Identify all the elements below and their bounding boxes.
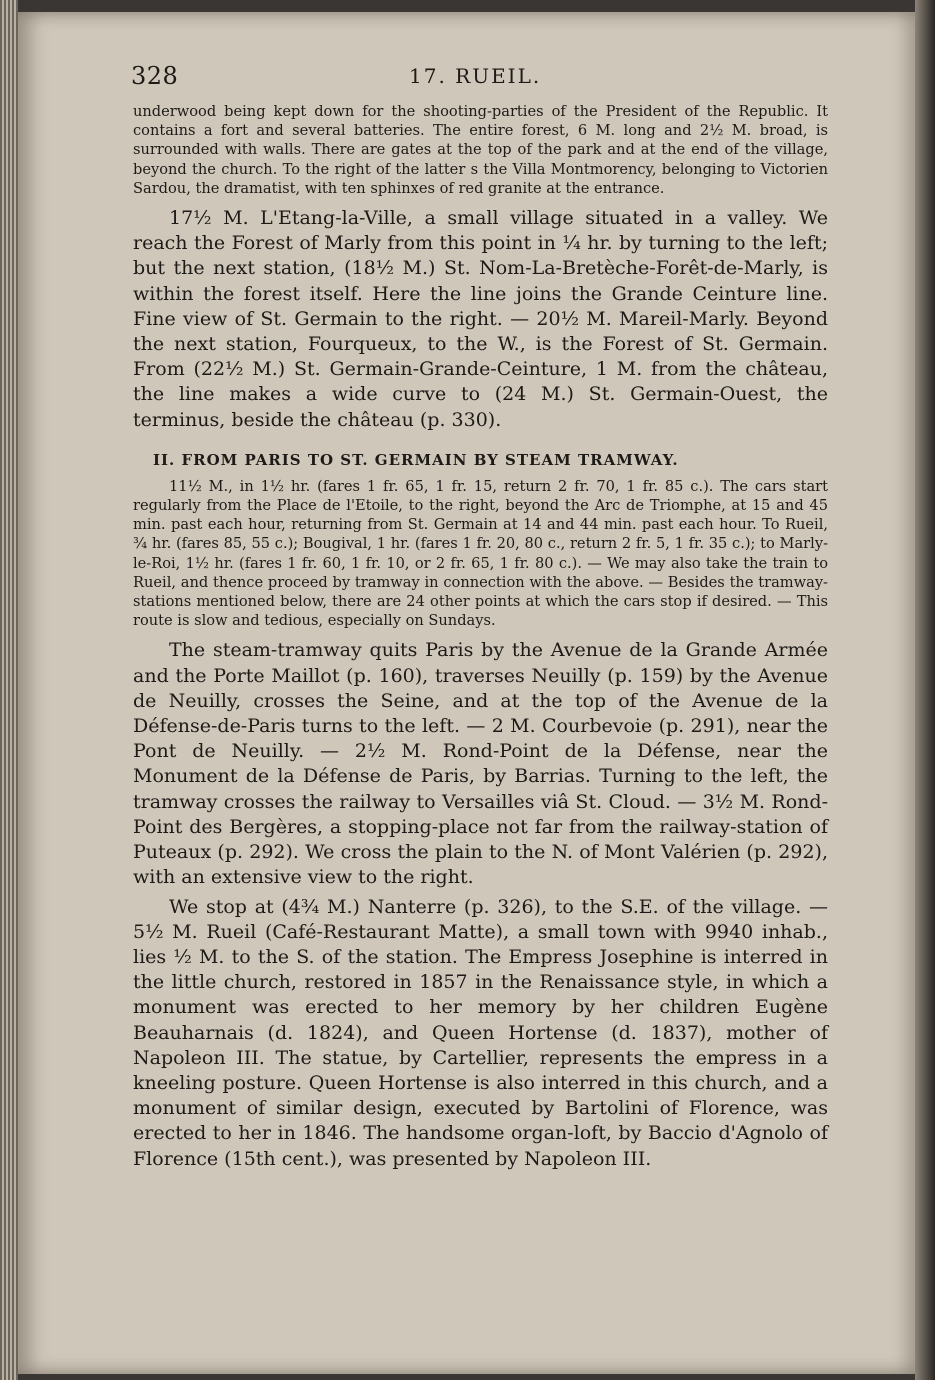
book-spine-edge [0, 0, 18, 1380]
paragraph-rueil: We stop at (4¾ M.) Nanterre (p. 326), to the S.E. of the village. — 5½ M. Rueil (Café-Restaurant Matte), a small town with 9940 inhab., lies ½ M. to the S. of the station. The Empress Josephine is interred in the little church, restored in 1857 in the Renaissance style, in which a monument was erected to her memory by her children Eugène Beauharnais (d. 1824), and Queen Hortense (d. 1837), mother of Napoleon III. The statue, by Cartellier, represents the empress in a kneeling posture. Queen Hortense is also interred in this church, and a monument of similar design, executed by Bartolini of Florence, was erected to her in 1846. The handsome organ-loft, by Baccio d'Agnolo of Florence (15th cent.), was presented by Napoleon III. [133, 895, 828, 1170]
paragraph-etang-la-ville: 17½ M. L'Etang-la-Ville, a small village situated in a valley. We reach the Forest of Marly from this point in ¼ hr. by turning to the left; but the next station, (18½ M.) St. Nom-La-Bretèche-Forêt-de-Marly, is within the forest itself. Here the line joins the Grande Ceinture line. Fine view of St. Germain to the right. — 20½ M. Mareil-Marly. Beyond the next station, Fourqueux, to the W., is the Forest of St. Germain. From (22½ M.) St. Germain-Grande-Ceinture, 1 M. from the château, the line makes a wide curve to (24 M.) St. Germain-Ouest, the terminus, beside the château (p. 330). [133, 207, 828, 431]
book-right-edge [915, 0, 935, 1380]
paragraph-tramway-notes: 11½ M., in 1½ hr. (fares 1 fr. 65, 1 fr. 15, return 2 fr. 70, 1 fr. 85 c.). The cars start regularly from the Place de l'Etoile, to the right, beyond the Arc de Triomphe, at 15 and 45 min. past each hour, returning from St. Germain at 14 and 44 min. past each hour. To Rueil, ¾ hr. (fares 85, 55 c.); Bougival, 1 hr. (fares 1 fr. 20, 80 c., return 2 fr. 5, 1 fr. 35 c.); to Marly-le-Roi, 1½ hr. (fares 1 fr. 60, 1 fr. 10, or 2 fr. 65, 1 fr. 80 c.). — We may also take the train to Rueil, and thence proceed by tramway in connection with the above. — Besides the tramway-stations mentioned below, there are 24 other points at which the cars stop if desired. — This route is slow and tedious, especially on Sundays. [133, 477, 828, 630]
running-title: 17. RUEIL. [409, 64, 542, 88]
paragraph-underwood: underwood being kept down for the shooting-parties of the President of the Republic. It contains a fort and several batteries. The entire forest, 6 M. long and 2½ M. broad, is surrounded with walls. There are gates at the top of the park and at the end of the village, beyond the church. To the right of the latter s the Villa Montmorency, belonging to Victorien Sardou, the dramatist, with ten sphinxes of red granite at the entrance. [133, 103, 828, 197]
page-content [115, 56, 829, 1172]
paragraph-steam-tramway: The steam-tramway quits Paris by the Avenue de la Grande Armée and the Porte Maillot (p. 160), traverses Neuilly (p. 159) by the Avenue de Neuilly, crosses the Seine, and at the top of the Avenue de la Défense-de-Paris turns to the left. — 2 M. Courbevoie (p. 291), near the Pont de Neuilly. — 2½ M. Rond-Point de la Défense, near the Monument de la Défense de Paris, by Barrias. Turning to the left, the tramway crosses the railway to Versailles viâ St. Cloud. — 3½ M. Rond-Point des Bergères, a stopping-place not far from the railway-station of Puteaux (p. 292). We cross the plain to the N. of Mont Valérien (p. 292), with an extensive view to the right. [133, 639, 828, 889]
page-header [115, 56, 829, 96]
page-number: 328 [131, 62, 179, 90]
section-heading: II. FROM PARIS TO ST. GERMAIN BY STEAM TRAMWAY. [153, 450, 679, 469]
